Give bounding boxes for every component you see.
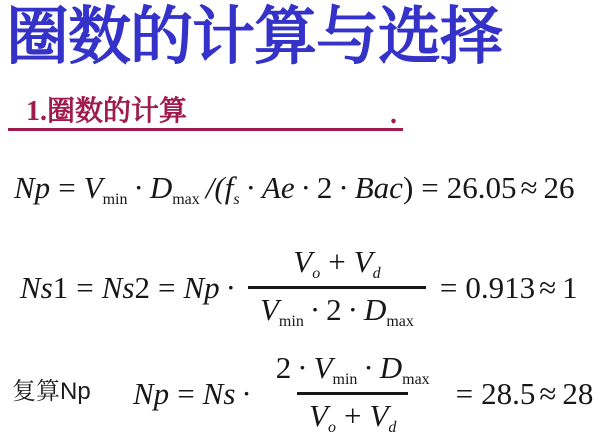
subscript-s: s (233, 191, 240, 208)
multiply-dot: · (309, 292, 321, 327)
var-V: V (313, 350, 333, 386)
equals-sign: = (421, 170, 439, 205)
approx-sign: ≈ (539, 270, 557, 305)
var-V: V (369, 398, 389, 433)
var-Bac: Bac (354, 170, 403, 205)
multiply-dot: · (133, 170, 144, 205)
number-2: 2 (316, 170, 333, 205)
var-V: V (293, 244, 313, 280)
subscript-min: min (332, 371, 358, 389)
subscript-min: min (102, 191, 128, 208)
equals-sign: = (76, 270, 94, 305)
formula-ns-left-side (20, 270, 242, 306)
var-V: V (353, 244, 373, 280)
var-V: V (309, 398, 328, 433)
subscript-d: d (388, 419, 397, 436)
plus-sign: + (328, 244, 346, 280)
subscript-max: max (402, 371, 430, 389)
fraction-numerator (264, 351, 442, 392)
var-Ns: Ns (202, 376, 236, 411)
number-2: 2 (326, 292, 342, 327)
slash-open-paren: /( (205, 170, 225, 205)
fraction-denominator (248, 286, 426, 331)
formula-ns-calculation (20, 244, 578, 332)
ns-result-value: 0.913 (465, 270, 536, 305)
np-result-rounded: 26 (543, 170, 575, 205)
var-Ae: Ae (261, 170, 295, 205)
approx-sign: ≈ (539, 376, 557, 411)
var-D: D (379, 350, 403, 386)
formula-np-calculation (14, 170, 575, 209)
var-Np: Np (14, 170, 51, 205)
fraction-denominator (297, 392, 408, 437)
multiply-dot: · (300, 170, 311, 205)
multiply-dot: · (297, 350, 308, 386)
multiply-dot: · (363, 350, 374, 386)
equals-sign: = (439, 270, 458, 305)
number-2: 2 (275, 350, 292, 386)
subscript-min: min (278, 313, 304, 330)
var-Np: Np (133, 376, 170, 411)
fraction-2vmin-dmax-over-vo-vd (264, 351, 442, 436)
equals-sign: = (177, 376, 195, 411)
multiply-dot: · (241, 376, 252, 411)
approx-sign: ≈ (520, 170, 538, 205)
subscript-max: max (386, 313, 414, 330)
section-heading-trailing-dot: . (390, 98, 397, 130)
subscript-o: o (312, 265, 321, 283)
var-D: D (149, 170, 173, 205)
subscript-d: d (372, 265, 381, 283)
page-title: 圈数的计算与选择 (6, 2, 502, 72)
var-Ns: Ns (101, 270, 135, 305)
var-V: V (259, 292, 279, 327)
equals-sign: = (58, 170, 76, 205)
fraction-vo-vd-over-vmin (248, 245, 426, 330)
multiply-dot: · (347, 292, 358, 327)
section-heading (8, 92, 403, 131)
equals-sign: = (157, 270, 176, 305)
section-heading-text: 1.圈数的计算 (26, 95, 188, 127)
np-check-rounded: 28 (562, 376, 594, 411)
close-paren: ) (402, 170, 414, 205)
fraction-numerator (281, 245, 392, 286)
plus-sign: + (343, 398, 362, 433)
multiply-dot: · (338, 170, 349, 205)
var-V: V (83, 170, 103, 205)
formula-recheck-result (448, 376, 594, 412)
var-Ns: Ns (20, 270, 53, 305)
equals-sign: = (455, 376, 474, 411)
subscript-o: o (327, 419, 336, 436)
subscript-max: max (172, 191, 200, 208)
var-D: D (363, 292, 387, 327)
formula-ns-result (432, 270, 578, 306)
multiply-dot: · (225, 270, 236, 305)
np-check-value: 28.5 (481, 376, 536, 411)
formula-recheck-left-side (133, 376, 258, 412)
np-result-value: 26.05 (446, 170, 517, 205)
formula-np-recheck (133, 350, 593, 438)
ns-result-rounded: 1 (562, 270, 578, 305)
var-Np: Np (183, 270, 220, 305)
recheck-np-label: 复算Np (12, 378, 91, 405)
multiply-dot: · (245, 170, 256, 205)
number-2: 2 (134, 270, 150, 305)
number-1: 1 (52, 270, 69, 305)
var-f: f (224, 170, 234, 205)
